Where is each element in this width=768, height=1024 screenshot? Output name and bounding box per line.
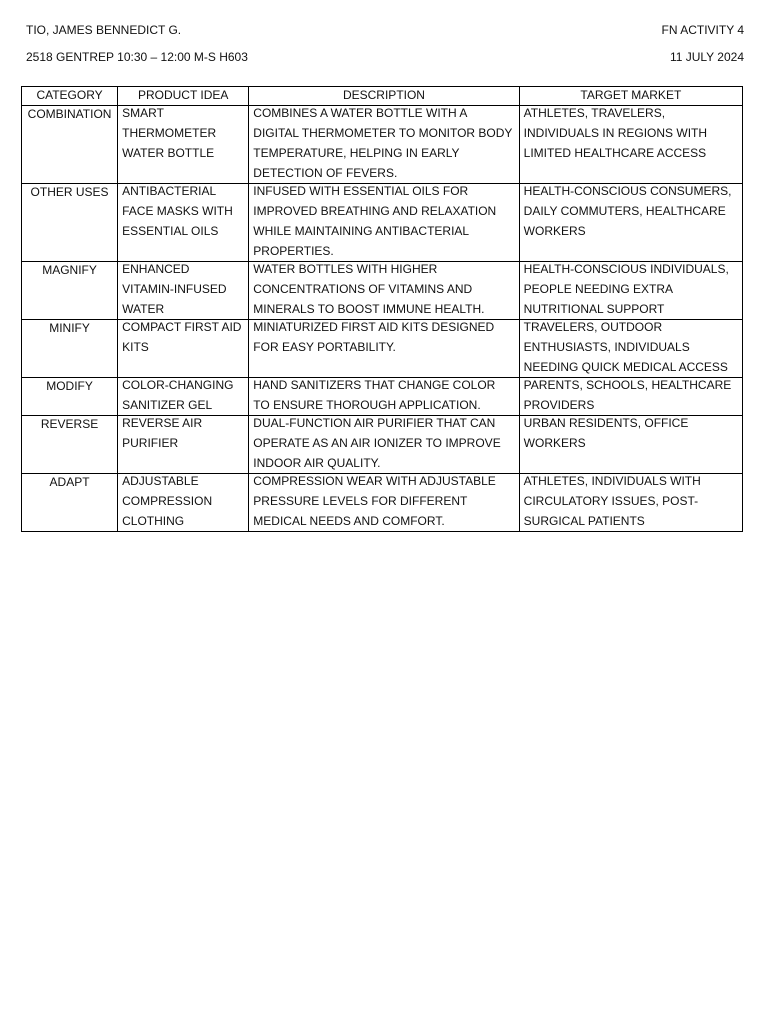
- category-cell: ADAPT: [22, 474, 118, 532]
- description-cell: [249, 262, 519, 320]
- product-idea-cell: [118, 262, 249, 320]
- description-cell: [249, 320, 519, 378]
- description-text: MINIATURIZED FIRST AID KITS DESIGNED FOR EASY PORTABILITY.: [253, 320, 495, 354]
- product-idea-text: ANTIBACTERIAL FACE MASKS WITH ESSENTIAL OILS: [122, 184, 233, 238]
- description-cell: [249, 106, 519, 184]
- category-cell: MINIFY: [22, 320, 118, 378]
- target-market-text: URBAN RESIDENTS, OFFICE WORKERS: [523, 416, 689, 450]
- target-market-text: TRAVELERS, OUTDOOR ENTHUSIASTS, INDIVIDUALS NEEDING QUICK MEDICAL ACCESS: [523, 320, 728, 374]
- target-market-cell: [519, 378, 742, 416]
- activity-title: FN ACTIVITY 4: [661, 23, 744, 37]
- category-cell: REVERSE: [22, 416, 118, 474]
- category-cell: COMBINATION: [22, 106, 118, 184]
- target-market-cell: [519, 106, 742, 184]
- target-market-cell: [519, 416, 742, 474]
- category-cell: OTHER USES: [22, 184, 118, 262]
- description-text: WATER BOTTLES WITH HIGHER CONCENTRATIONS OF VITAMINS AND MINERALS TO BOOST IMMUNE HEALTH.: [253, 262, 485, 316]
- student-name: TIO, JAMES BENNEDICT G.: [26, 23, 182, 37]
- document-date: 11 JULY 2024: [669, 50, 744, 64]
- target-market-text: HEALTH-CONSCIOUS INDIVIDUALS, PEOPLE NEEDING EXTRA NUTRITIONAL SUPPORT: [523, 262, 729, 316]
- target-market-text: ATHLETES, INDIVIDUALS WITH CIRCULATORY ISSUES, POST-SURGICAL PATIENTS: [523, 474, 701, 528]
- description-cell: [249, 416, 519, 474]
- product-idea-cell: [118, 320, 249, 378]
- table-row: [22, 474, 743, 532]
- table-row: [22, 184, 743, 262]
- table-row: [22, 416, 743, 474]
- target-market-text: PARENTS, SCHOOLS, HEALTHCARE PROVIDERS: [523, 378, 732, 412]
- description-text: INFUSED WITH ESSENTIAL OILS FOR IMPROVED BREATHING AND RELAXATION WHILE MAINTAINING ANTIBACTERIAL PROPERTIES.: [253, 184, 497, 258]
- product-idea-text: ADJUSTABLE COMPRESSION CLOTHING: [122, 474, 213, 528]
- product-idea-cell: [118, 184, 249, 262]
- description-cell: [249, 184, 519, 262]
- description-text: HAND SANITIZERS THAT CHANGE COLOR TO ENSURE THOROUGH APPLICATION.: [253, 378, 496, 412]
- table-row: [22, 262, 743, 320]
- description-text: COMPRESSION WEAR WITH ADJUSTABLE PRESSURE LEVELS FOR DIFFERENT MEDICAL NEEDS AND COMFORT.: [253, 474, 496, 528]
- description-text: COMBINES A WATER BOTTLE WITH A DIGITAL THERMOMETER TO MONITOR BODY TEMPERATURE, HELPING IN EARLY DETECTION OF FEVERS.: [253, 106, 513, 180]
- product-ideas-table: [21, 86, 743, 532]
- target-market-cell: [519, 474, 742, 532]
- product-idea-text: COMPACT FIRST AID KITS: [122, 320, 242, 354]
- table-row: [22, 106, 743, 184]
- product-idea-text: ENHANCED VITAMIN-INFUSED WATER: [122, 262, 227, 316]
- target-market-cell: [519, 184, 742, 262]
- target-market-cell: [519, 262, 742, 320]
- target-market-cell: [519, 320, 742, 378]
- target-market-text: ATHLETES, TRAVELERS, INDIVIDUALS IN REGIONS WITH LIMITED HEALTHCARE ACCESS: [523, 106, 708, 160]
- column-header-target-market: TARGET MARKET: [519, 87, 742, 106]
- product-idea-text: SMART THERMOMETER WATER BOTTLE: [122, 106, 217, 160]
- table-row: [22, 320, 743, 378]
- column-header-category: CATEGORY: [22, 87, 118, 106]
- category-cell: MODIFY: [22, 378, 118, 416]
- product-idea-cell: [118, 416, 249, 474]
- description-cell: [249, 474, 519, 532]
- product-idea-cell: [118, 474, 249, 532]
- target-market-text: HEALTH-CONSCIOUS CONSUMERS, DAILY COMMUTERS, HEALTHCARE WORKERS: [523, 184, 732, 238]
- column-header-product-idea: PRODUCT IDEA: [118, 87, 249, 106]
- description-cell: [249, 378, 519, 416]
- table-row: [22, 378, 743, 416]
- column-header-description: DESCRIPTION: [249, 87, 519, 106]
- product-idea-cell: [118, 106, 249, 184]
- product-idea-text: COLOR-CHANGING SANITIZER GEL: [122, 378, 234, 412]
- description-text: DUAL-FUNCTION AIR PURIFIER THAT CAN OPERATE AS AN AIR IONIZER TO IMPROVE INDOOR AIR QUALITY.: [253, 416, 501, 470]
- product-idea-text: REVERSE AIR PURIFIER: [122, 416, 203, 450]
- category-cell: MAGNIFY: [22, 262, 118, 320]
- class-info: 2518 GENTREP 10:30 – 12:00 M-S H603: [26, 50, 248, 64]
- product-idea-cell: [118, 378, 249, 416]
